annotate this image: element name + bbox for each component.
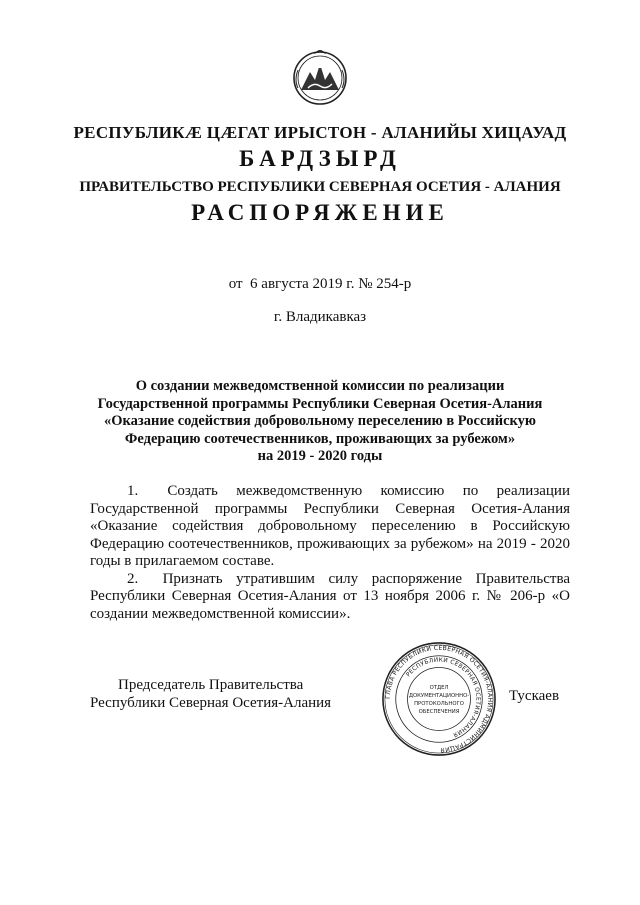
document-subject bbox=[90, 378, 550, 466]
signatory-title-line: Республики Северная Осетия-Алания bbox=[90, 695, 332, 711]
stamp-center-line: ОБЕСПЕЧЕНИЯ bbox=[418, 708, 460, 715]
header-russian-government: ПРАВИТЕЛЬСТВО РЕСПУБЛИКИ СЕВЕРНАЯ ОСЕТИЯ - АЛАНИЯ bbox=[79, 179, 561, 195]
paragraph-number: 1. bbox=[127, 483, 139, 499]
header-russian-title: РАСПОРЯЖЕНИЕ bbox=[191, 200, 449, 225]
subject-line: О создании межведомственной комиссии по реализации bbox=[135, 378, 505, 394]
paragraph-text: Создать межведомственную комиссию по реализации Государственной программы Республики Северная Осетия-Алания «Оказание содействия добровольному переселению в Российскую Федерацию соотечественников, проживающих за рубежом» на 2019 - 2020 годы в прилагаемом составе. bbox=[90, 483, 570, 569]
subject-line: на 2019 - 2020 годы bbox=[257, 448, 383, 464]
subject-line: Государственной программы Республики Северная Осетия-Алания bbox=[97, 395, 543, 412]
coat-of-arms-icon bbox=[288, 44, 352, 108]
header-ossetian-government: РЕСПУБЛИКÆ ЦÆГАТ ИРЫСТОН - АЛАНИЙЫ ХИЦАУАД bbox=[73, 123, 567, 142]
document-city: г. Владикавказ bbox=[273, 309, 367, 325]
body-paragraph bbox=[90, 483, 570, 571]
document-body bbox=[90, 483, 570, 623]
subject-line: «Оказание содействия добровольному переселению в Российскую bbox=[103, 413, 537, 429]
stamp-center-line: ПРОТОКОЛЬНОГО bbox=[414, 700, 464, 707]
subject-line: Федерацию соотечественников, проживающих за рубежом» bbox=[124, 430, 516, 447]
body-paragraph bbox=[90, 571, 570, 624]
signatory-name: Тускаев bbox=[509, 688, 560, 704]
signatory-title bbox=[90, 676, 350, 712]
signatory-title-line: Председатель Правительства bbox=[118, 677, 304, 693]
document-date-number: от 6 августа 2019 г. № 254-р bbox=[228, 276, 412, 292]
paragraph-text: Признать утратившим силу распоряжение Правительства Республики Северная Осетия-Алания от 13 ноября 2006 г. № 206-р «О создании межведомственной комиссии». bbox=[90, 570, 570, 622]
stamp-outer-text: ГЛАВА РЕСПУБЛИКИ СЕВЕРНАЯ ОСЕТИЯ-АЛАНИЯ АДМИНИСТРАЦИЯ bbox=[384, 644, 494, 754]
paragraph-number: 2. bbox=[127, 570, 139, 587]
stamp-center-line: ДОКУМЕНТАЦИОННО- bbox=[408, 693, 470, 700]
stamp-inner-text: РЕСПУБЛИКИ СЕВЕРНАЯ ОСЕТИЯ-АЛАНИЯ bbox=[405, 657, 481, 738]
stamp-center-line: ОТДЕЛ bbox=[429, 685, 449, 692]
header-ossetian-title: БАРДЗЫРД bbox=[239, 146, 401, 171]
official-seal-icon bbox=[380, 640, 498, 758]
